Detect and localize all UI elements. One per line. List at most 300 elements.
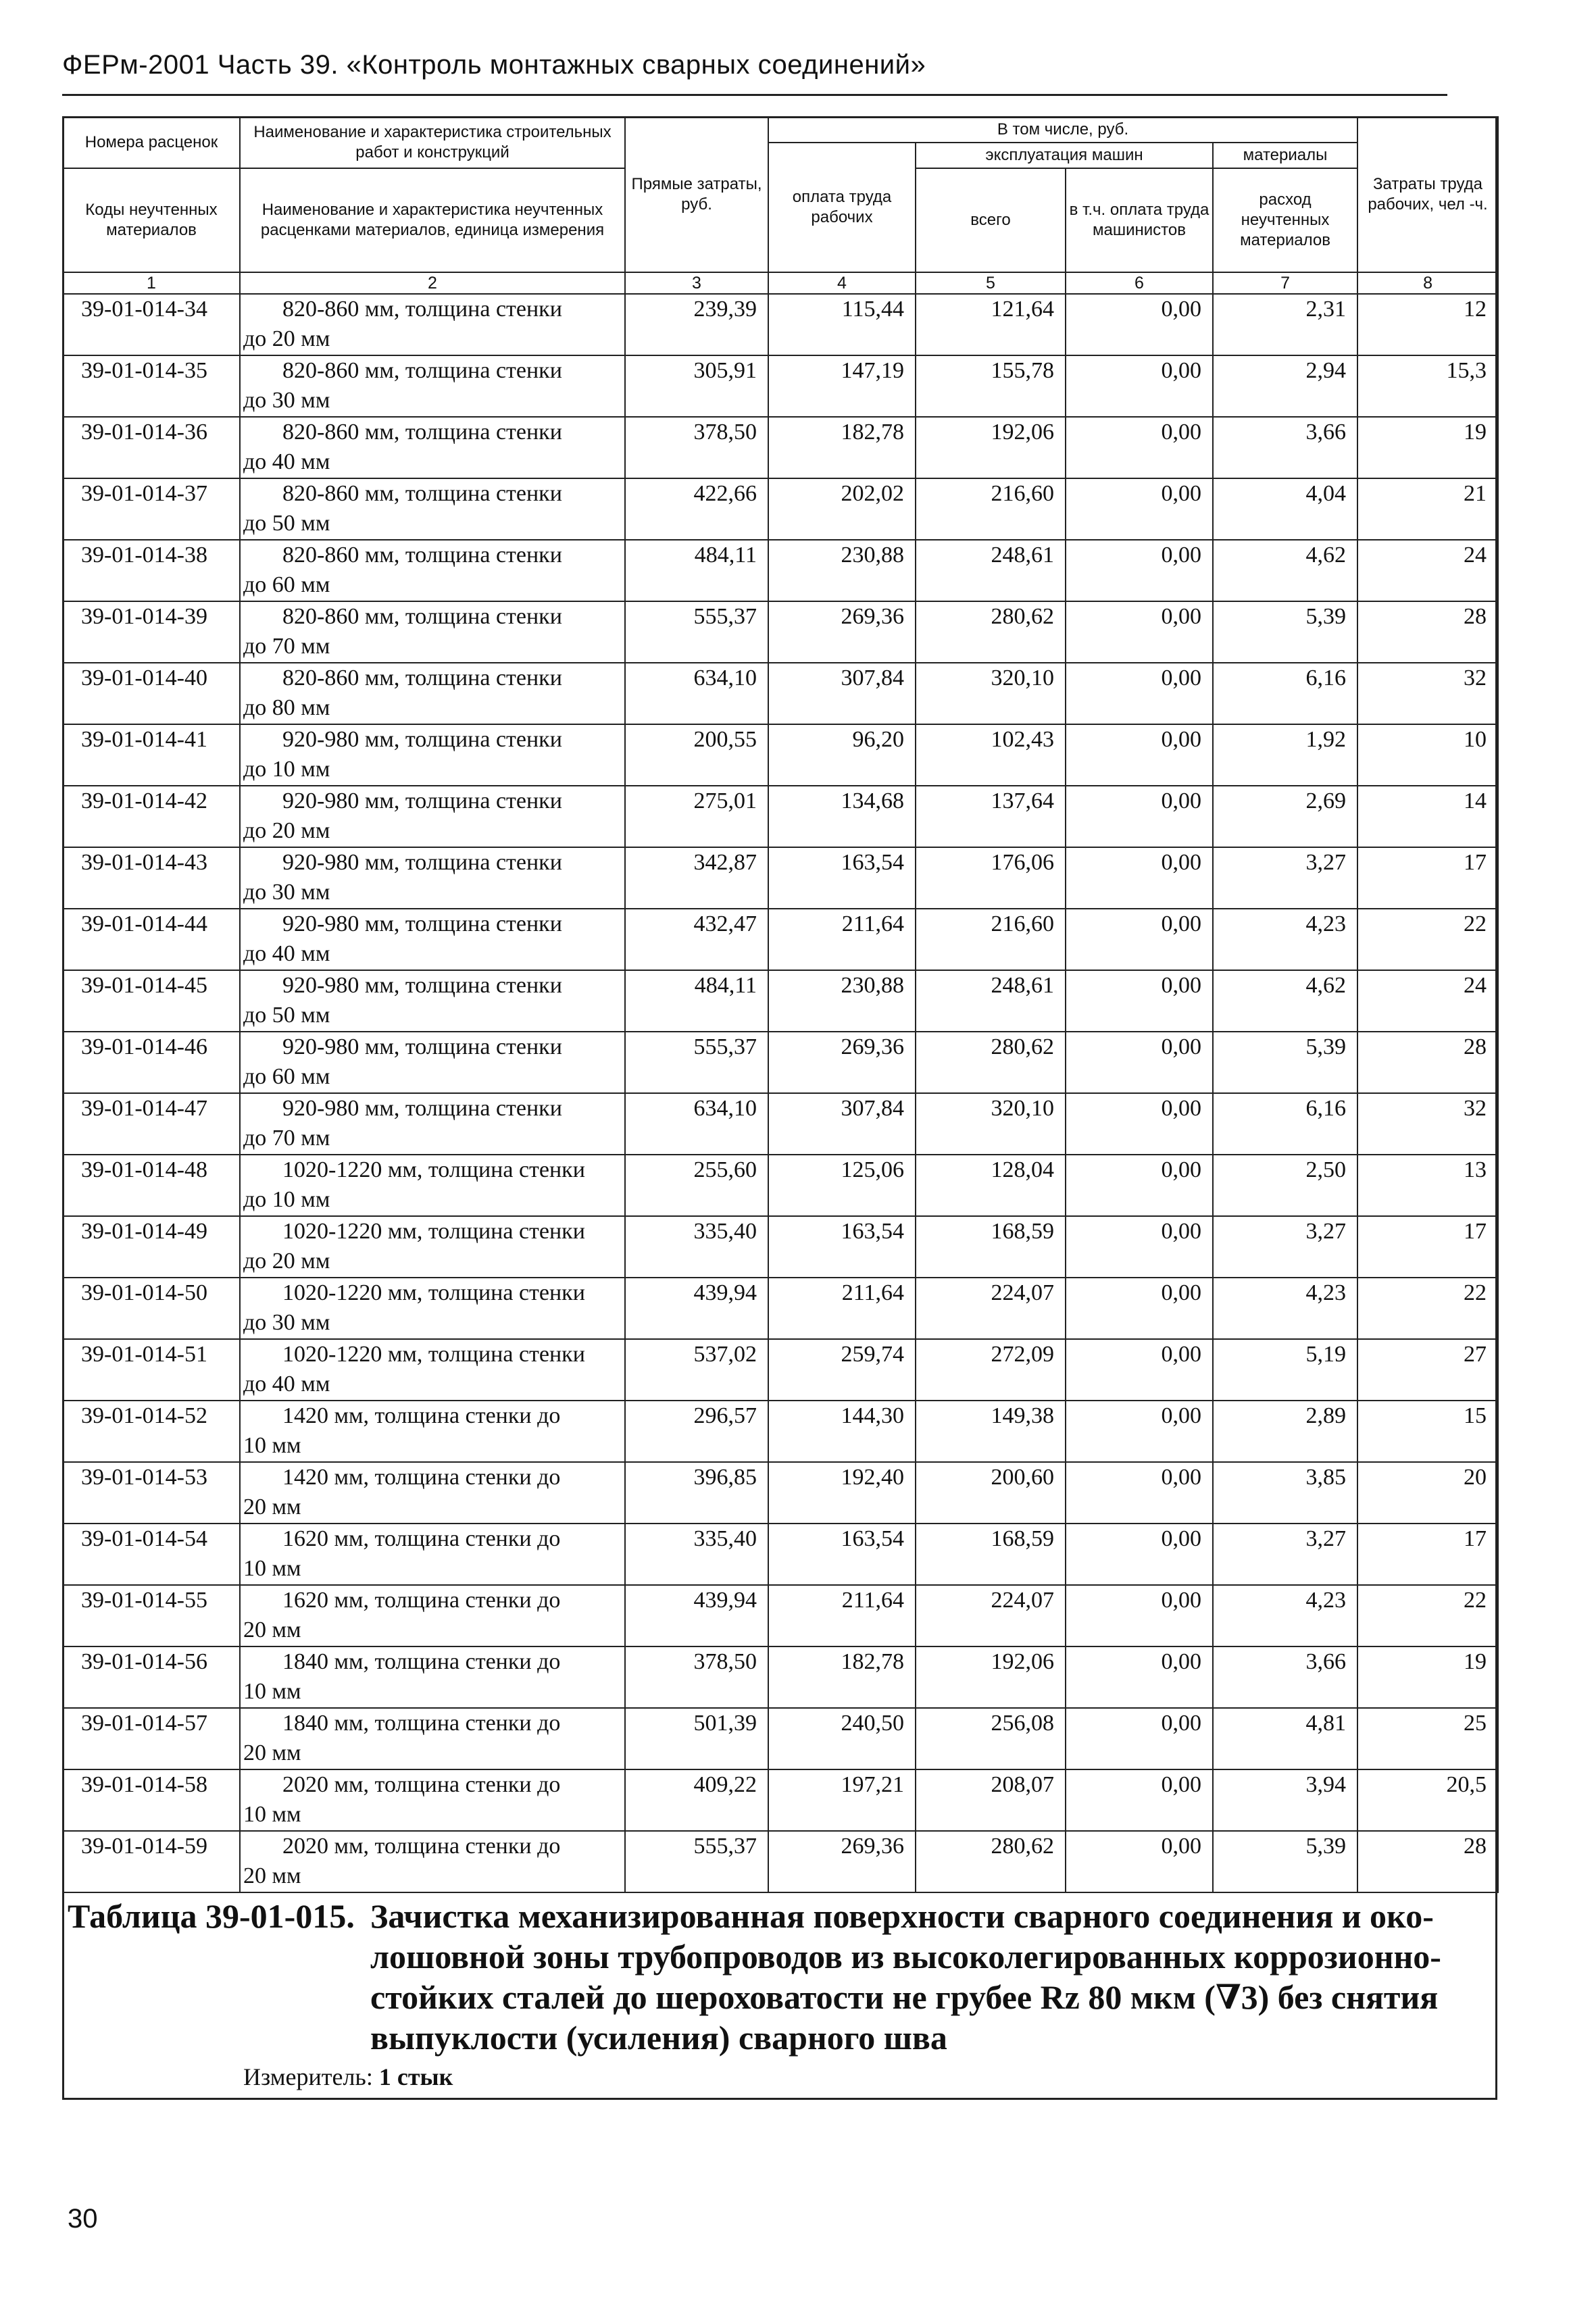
operators-wage: 0,00 <box>1066 1278 1213 1339</box>
labor-cost: 163,54 <box>768 1524 916 1585</box>
rate-code: 39-01-014-55 <box>63 1585 240 1646</box>
header-col5: всего <box>916 168 1066 272</box>
header-group-materials: материалы <box>1213 143 1357 168</box>
rate-code: 39-01-014-45 <box>63 970 240 1032</box>
labor-hours: 32 <box>1357 663 1498 724</box>
operators-wage: 0,00 <box>1066 847 1213 909</box>
operators-wage: 0,00 <box>1066 1155 1213 1216</box>
materials-cost: 3,27 <box>1213 847 1357 909</box>
operators-wage: 0,00 <box>1066 970 1213 1032</box>
rate-code: 39-01-014-42 <box>63 786 240 847</box>
machines-total: 320,10 <box>916 663 1066 724</box>
direct-cost: 501,39 <box>625 1708 768 1769</box>
work-description-line1: 820-860 мм, толщина стенки <box>282 297 562 322</box>
materials-cost: 5,39 <box>1213 601 1357 663</box>
rate-code: 39-01-014-58 <box>63 1769 240 1831</box>
labor-hours: 24 <box>1357 970 1498 1032</box>
table-row <box>63 478 1498 540</box>
machines-total: 248,61 <box>916 970 1066 1032</box>
machines-total: 248,61 <box>916 540 1066 601</box>
table-row <box>63 724 1498 786</box>
labor-cost: 269,36 <box>768 1032 916 1093</box>
table-row <box>63 355 1498 417</box>
materials-cost: 4,04 <box>1213 478 1357 540</box>
column-number: 7 <box>1213 272 1357 294</box>
labor-hours: 13 <box>1357 1155 1498 1216</box>
header-col4: оплата труда рабочих <box>768 143 916 272</box>
labor-cost: 211,64 <box>768 909 916 970</box>
table-row <box>63 1831 1498 1892</box>
work-description-line2: до 60 мм <box>243 1064 330 1089</box>
rate-code: 39-01-014-53 <box>63 1462 240 1524</box>
table-row <box>63 909 1498 970</box>
materials-cost: 3,85 <box>1213 1462 1357 1524</box>
direct-cost: 200,55 <box>625 724 768 786</box>
labor-cost: 192,40 <box>768 1462 916 1524</box>
operators-wage: 0,00 <box>1066 355 1213 417</box>
work-description-line1: 920-980 мм, толщина стенки <box>282 1096 562 1121</box>
table-row <box>63 1032 1498 1093</box>
direct-cost: 439,94 <box>625 1585 768 1646</box>
direct-cost: 537,02 <box>625 1339 768 1401</box>
work-description <box>240 1831 625 1892</box>
materials-cost: 6,16 <box>1213 1093 1357 1155</box>
labor-cost: 182,78 <box>768 1646 916 1708</box>
work-description <box>240 1339 625 1401</box>
work-description-line1: 920-980 мм, толщина стенки <box>282 1034 562 1059</box>
direct-cost: 396,85 <box>625 1462 768 1524</box>
work-description-line1: 920-980 мм, толщина стенки <box>282 788 562 813</box>
labor-hours: 15,3 <box>1357 355 1498 417</box>
work-description-line2: до 30 мм <box>243 388 330 413</box>
work-description <box>240 724 625 786</box>
operators-wage: 0,00 <box>1066 1093 1213 1155</box>
materials-cost: 5,39 <box>1213 1032 1357 1093</box>
materials-cost: 2,94 <box>1213 355 1357 417</box>
measurer-label: Измеритель: <box>243 2063 373 2090</box>
operators-wage: 0,00 <box>1066 786 1213 847</box>
rate-code: 39-01-014-43 <box>63 847 240 909</box>
work-description-line2: 10 мм <box>243 1556 301 1581</box>
operators-wage: 0,00 <box>1066 1401 1213 1462</box>
work-description <box>240 1093 625 1155</box>
work-description-line1: 920-980 мм, толщина стенки <box>282 973 562 998</box>
work-description-line1: 1840 мм, толщина стенки до <box>282 1649 561 1674</box>
direct-cost: 484,11 <box>625 540 768 601</box>
table-row <box>63 1769 1498 1831</box>
work-description <box>240 1646 625 1708</box>
operators-wage: 0,00 <box>1066 663 1213 724</box>
operators-wage: 0,00 <box>1066 601 1213 663</box>
operators-wage: 0,00 <box>1066 478 1213 540</box>
labor-hours: 32 <box>1357 1093 1498 1155</box>
operators-wage: 0,00 <box>1066 1216 1213 1278</box>
materials-cost: 4,23 <box>1213 1585 1357 1646</box>
materials-cost: 4,62 <box>1213 540 1357 601</box>
materials-cost: 4,81 <box>1213 1708 1357 1769</box>
labor-hours: 17 <box>1357 1216 1498 1278</box>
operators-wage: 0,00 <box>1066 294 1213 355</box>
table-row <box>63 1708 1498 1769</box>
table-body <box>63 294 1498 1892</box>
machines-total: 121,64 <box>916 294 1066 355</box>
labor-hours: 24 <box>1357 540 1498 601</box>
machines-total: 216,60 <box>916 478 1066 540</box>
operators-wage: 0,00 <box>1066 724 1213 786</box>
rate-code: 39-01-014-41 <box>63 724 240 786</box>
materials-cost: 3,66 <box>1213 1646 1357 1708</box>
rate-code: 39-01-014-59 <box>63 1831 240 1892</box>
work-description-line2: до 40 мм <box>243 449 330 474</box>
rate-code: 39-01-014-40 <box>63 663 240 724</box>
work-description-line1: 1020-1220 мм, толщина стенки <box>282 1280 585 1305</box>
table-title-line: Зачистка механизированная поверхности сварного соединения и око- <box>370 1897 1434 1935</box>
rate-code: 39-01-014-48 <box>63 1155 240 1216</box>
materials-cost: 4,62 <box>1213 970 1357 1032</box>
operators-wage: 0,00 <box>1066 909 1213 970</box>
work-description-line2: до 50 мм <box>243 1003 330 1028</box>
table-row <box>63 1216 1498 1278</box>
labor-hours: 12 <box>1357 294 1498 355</box>
machines-total: 280,62 <box>916 601 1066 663</box>
work-description-line1: 820-860 мм, толщина стенки <box>282 358 562 383</box>
column-number: 3 <box>625 272 768 294</box>
rate-code: 39-01-014-47 <box>63 1093 240 1155</box>
work-description-line2: до 80 мм <box>243 695 330 720</box>
materials-cost: 6,16 <box>1213 663 1357 724</box>
labor-hours: 19 <box>1357 1646 1498 1708</box>
header-group-incl: В том числе, руб. <box>768 117 1357 143</box>
work-description-line2: до 20 мм <box>243 1249 330 1274</box>
operators-wage: 0,00 <box>1066 417 1213 478</box>
machines-total: 192,06 <box>916 1646 1066 1708</box>
table-row <box>63 1093 1498 1155</box>
work-description-line1: 820-860 мм, толщина стенки <box>282 420 562 445</box>
labor-cost: 211,64 <box>768 1585 916 1646</box>
rates-table <box>62 116 1499 1893</box>
labor-cost: 147,19 <box>768 355 916 417</box>
work-description-line1: 1840 мм, толщина стенки до <box>282 1711 561 1736</box>
column-number: 6 <box>1066 272 1213 294</box>
header-col1-top: Номера расценок <box>63 117 240 168</box>
work-description-line2: 20 мм <box>243 1617 301 1642</box>
direct-cost: 239,39 <box>625 294 768 355</box>
direct-cost: 409,22 <box>625 1769 768 1831</box>
labor-cost: 240,50 <box>768 1708 916 1769</box>
work-description-line2: 10 мм <box>243 1679 301 1704</box>
work-description <box>240 909 625 970</box>
operators-wage: 0,00 <box>1066 1646 1213 1708</box>
work-description-line1: 820-860 мм, толщина стенки <box>282 665 562 690</box>
header-col3: Прямые затраты, руб. <box>625 117 768 272</box>
work-description <box>240 786 625 847</box>
work-description <box>240 1032 625 1093</box>
machines-total: 280,62 <box>916 1032 1066 1093</box>
work-description-line2: до 10 мм <box>243 757 330 782</box>
table-row <box>63 1524 1498 1585</box>
materials-cost: 1,92 <box>1213 724 1357 786</box>
rate-code: 39-01-014-35 <box>63 355 240 417</box>
operators-wage: 0,00 <box>1066 1831 1213 1892</box>
materials-cost: 3,94 <box>1213 1769 1357 1831</box>
work-description <box>240 1155 625 1216</box>
labor-hours: 28 <box>1357 1032 1498 1093</box>
machines-total: 137,64 <box>916 786 1066 847</box>
table-title-line: выпуклости (усиления) сварного шва <box>370 2019 947 2057</box>
labor-hours: 15 <box>1357 1401 1498 1462</box>
machines-total: 216,60 <box>916 909 1066 970</box>
rate-code: 39-01-014-51 <box>63 1339 240 1401</box>
column-number: 5 <box>916 272 1066 294</box>
table-title-text <box>370 1896 1487 2058</box>
materials-cost: 4,23 <box>1213 909 1357 970</box>
table-row <box>63 847 1498 909</box>
machines-total: 192,06 <box>916 417 1066 478</box>
work-description <box>240 663 625 724</box>
labor-cost: 307,84 <box>768 1093 916 1155</box>
work-description-line2: до 50 мм <box>243 511 330 536</box>
labor-cost: 115,44 <box>768 294 916 355</box>
work-description-line2: до 70 мм <box>243 634 330 659</box>
work-description-line2: до 70 мм <box>243 1126 330 1151</box>
labor-hours: 22 <box>1357 909 1498 970</box>
materials-cost: 2,50 <box>1213 1155 1357 1216</box>
rate-code: 39-01-014-38 <box>63 540 240 601</box>
work-description-line2: до 20 мм <box>243 326 330 351</box>
machines-total: 176,06 <box>916 847 1066 909</box>
table-row <box>63 1339 1498 1401</box>
table-row <box>63 540 1498 601</box>
labor-cost: 211,64 <box>768 1278 916 1339</box>
labor-hours: 22 <box>1357 1585 1498 1646</box>
header-col1-bottom: Коды неучтенных материалов <box>63 168 240 272</box>
direct-cost: 432,47 <box>625 909 768 970</box>
work-description-line1: 1620 мм, толщина стенки до <box>282 1526 561 1551</box>
rate-code: 39-01-014-37 <box>63 478 240 540</box>
direct-cost: 296,57 <box>625 1401 768 1462</box>
table-row <box>63 970 1498 1032</box>
work-description <box>240 1708 625 1769</box>
machines-total: 272,09 <box>916 1339 1066 1401</box>
rate-code: 39-01-014-49 <box>63 1216 240 1278</box>
rate-code: 39-01-014-44 <box>63 909 240 970</box>
work-description-line2: 10 мм <box>243 1802 301 1827</box>
header-col2-bottom: Наименование и характеристика неучтенных расценками материалов, единица измерения <box>240 168 625 272</box>
header-col7: расход неучтенных материалов <box>1213 168 1357 272</box>
materials-cost: 2,89 <box>1213 1401 1357 1462</box>
labor-cost: 163,54 <box>768 847 916 909</box>
materials-cost: 3,66 <box>1213 417 1357 478</box>
work-description-line1: 820-860 мм, толщина стенки <box>282 543 562 568</box>
operators-wage: 0,00 <box>1066 1032 1213 1093</box>
work-description <box>240 1585 625 1646</box>
operators-wage: 0,00 <box>1066 1339 1213 1401</box>
machines-total: 224,07 <box>916 1278 1066 1339</box>
work-description <box>240 1278 625 1339</box>
machines-total: 149,38 <box>916 1401 1066 1462</box>
rate-code: 39-01-014-56 <box>63 1646 240 1708</box>
table-header <box>63 117 1498 294</box>
table-title-line: лошовной зоны трубопроводов из высоколегированных коррозионно- <box>370 1938 1441 1976</box>
rate-code: 39-01-014-52 <box>63 1401 240 1462</box>
labor-cost: 125,06 <box>768 1155 916 1216</box>
machines-total: 256,08 <box>916 1708 1066 1769</box>
rate-code: 39-01-014-46 <box>63 1032 240 1093</box>
machines-total: 155,78 <box>916 355 1066 417</box>
labor-cost: 96,20 <box>768 724 916 786</box>
direct-cost: 555,37 <box>625 1831 768 1892</box>
machines-total: 208,07 <box>916 1769 1066 1831</box>
work-description <box>240 970 625 1032</box>
labor-cost: 144,30 <box>768 1401 916 1462</box>
direct-cost: 342,87 <box>625 847 768 909</box>
work-description <box>240 294 625 355</box>
direct-cost: 378,50 <box>625 417 768 478</box>
labor-hours: 21 <box>1357 478 1498 540</box>
rate-code: 39-01-014-50 <box>63 1278 240 1339</box>
materials-cost: 3,27 <box>1213 1216 1357 1278</box>
work-description-line1: 1620 мм, толщина стенки до <box>282 1588 561 1613</box>
measurer-value: 1 стык <box>378 2063 453 2090</box>
direct-cost: 555,37 <box>625 1032 768 1093</box>
machines-total: 168,59 <box>916 1216 1066 1278</box>
operators-wage: 0,00 <box>1066 1708 1213 1769</box>
machines-total: 280,62 <box>916 1831 1066 1892</box>
table-row <box>63 786 1498 847</box>
work-description-line2: до 40 мм <box>243 1372 330 1397</box>
machines-total: 128,04 <box>916 1155 1066 1216</box>
work-description-line1: 920-980 мм, толщина стенки <box>282 850 562 875</box>
work-description <box>240 478 625 540</box>
direct-cost: 634,10 <box>625 1093 768 1155</box>
column-number: 2 <box>240 272 625 294</box>
labor-hours: 28 <box>1357 1831 1498 1892</box>
table-row <box>63 1646 1498 1708</box>
labor-hours: 27 <box>1357 1339 1498 1401</box>
work-description <box>240 355 625 417</box>
operators-wage: 0,00 <box>1066 1585 1213 1646</box>
labor-hours: 10 <box>1357 724 1498 786</box>
header-col8: Затраты труда рабочих, чел -ч. <box>1357 117 1498 272</box>
labor-cost: 197,21 <box>768 1769 916 1831</box>
work-description-line2: 10 мм <box>243 1433 301 1458</box>
table-row <box>63 1462 1498 1524</box>
table-title-label: Таблица 39-01-015. <box>68 1897 355 1935</box>
operators-wage: 0,00 <box>1066 1462 1213 1524</box>
table-row <box>63 1155 1498 1216</box>
work-description-line2: до 30 мм <box>243 1310 330 1335</box>
work-description-line1: 1020-1220 мм, толщина стенки <box>282 1342 585 1367</box>
work-description-line1: 920-980 мм, толщина стенки <box>282 727 562 752</box>
materials-cost: 5,39 <box>1213 1831 1357 1892</box>
work-description-line1: 1020-1220 мм, толщина стенки <box>282 1219 585 1244</box>
work-description-line2: до 40 мм <box>243 941 330 966</box>
header-col6: в т.ч. оплата труда машинистов <box>1066 168 1213 272</box>
work-description-line1: 1420 мм, толщина стенки до <box>282 1403 561 1428</box>
direct-cost: 634,10 <box>625 663 768 724</box>
materials-cost: 5,19 <box>1213 1339 1357 1401</box>
direct-cost: 335,40 <box>625 1524 768 1585</box>
labor-cost: 163,54 <box>768 1216 916 1278</box>
header-col2-top: Наименование и характеристика строительных работ и конструкций <box>240 117 625 168</box>
table-row <box>63 1278 1498 1339</box>
machines-total: 200,60 <box>916 1462 1066 1524</box>
labor-hours: 17 <box>1357 847 1498 909</box>
work-description-line2: до 60 мм <box>243 572 330 597</box>
labor-hours: 20,5 <box>1357 1769 1498 1831</box>
direct-cost: 484,11 <box>625 970 768 1032</box>
work-description <box>240 1524 625 1585</box>
table-row <box>63 663 1498 724</box>
labor-cost: 269,36 <box>768 601 916 663</box>
work-description <box>240 1769 625 1831</box>
rate-code: 39-01-014-57 <box>63 1708 240 1769</box>
column-number: 1 <box>63 272 240 294</box>
work-description <box>240 540 625 601</box>
direct-cost: 335,40 <box>625 1216 768 1278</box>
work-description-line2: до 10 мм <box>243 1187 330 1212</box>
page-header: ФЕРм-2001 Часть 39. «Контроль монтажных сварных соединений» <box>62 50 926 80</box>
machines-total: 224,07 <box>916 1585 1066 1646</box>
work-description <box>240 1462 625 1524</box>
labor-cost: 259,74 <box>768 1339 916 1401</box>
measurer <box>243 2063 453 2091</box>
column-number: 4 <box>768 272 916 294</box>
labor-cost: 307,84 <box>768 663 916 724</box>
labor-hours: 17 <box>1357 1524 1498 1585</box>
labor-hours: 28 <box>1357 601 1498 663</box>
work-description <box>240 417 625 478</box>
operators-wage: 0,00 <box>1066 1769 1213 1831</box>
page-number: 30 <box>68 2204 98 2234</box>
labor-hours: 22 <box>1357 1278 1498 1339</box>
column-number: 8 <box>1357 272 1498 294</box>
rate-code: 39-01-014-34 <box>63 294 240 355</box>
work-description <box>240 601 625 663</box>
direct-cost: 378,50 <box>625 1646 768 1708</box>
work-description-line1: 2020 мм, толщина стенки до <box>282 1834 561 1859</box>
work-description-line2: до 30 мм <box>243 880 330 905</box>
work-description-line2: 20 мм <box>243 1494 301 1519</box>
table-row <box>63 417 1498 478</box>
direct-cost: 275,01 <box>625 786 768 847</box>
labor-cost: 269,36 <box>768 1831 916 1892</box>
labor-hours: 20 <box>1357 1462 1498 1524</box>
work-description <box>240 847 625 909</box>
work-description-line2: до 20 мм <box>243 818 330 843</box>
table-row <box>63 1585 1498 1646</box>
work-description-line1: 920-980 мм, толщина стенки <box>282 911 562 936</box>
work-description <box>240 1401 625 1462</box>
work-description-line1: 1420 мм, толщина стенки до <box>282 1465 561 1490</box>
labor-cost: 182,78 <box>768 417 916 478</box>
table-title-line: стойких сталей до шероховатости не грубее Rz 80 мкм (∇3) без снятия <box>370 1978 1439 2016</box>
work-description-line1: 820-860 мм, толщина стенки <box>282 481 562 506</box>
materials-cost: 4,23 <box>1213 1278 1357 1339</box>
operators-wage: 0,00 <box>1066 1524 1213 1585</box>
header-group-machines: эксплуатация машин <box>916 143 1213 168</box>
work-description-line1: 820-860 мм, толщина стенки <box>282 604 562 629</box>
direct-cost: 255,60 <box>625 1155 768 1216</box>
machines-total: 168,59 <box>916 1524 1066 1585</box>
direct-cost: 305,91 <box>625 355 768 417</box>
table-row <box>63 601 1498 663</box>
table-row <box>63 1401 1498 1462</box>
labor-hours: 25 <box>1357 1708 1498 1769</box>
labor-cost: 202,02 <box>768 478 916 540</box>
direct-cost: 555,37 <box>625 601 768 663</box>
table-title <box>68 1896 1487 2058</box>
